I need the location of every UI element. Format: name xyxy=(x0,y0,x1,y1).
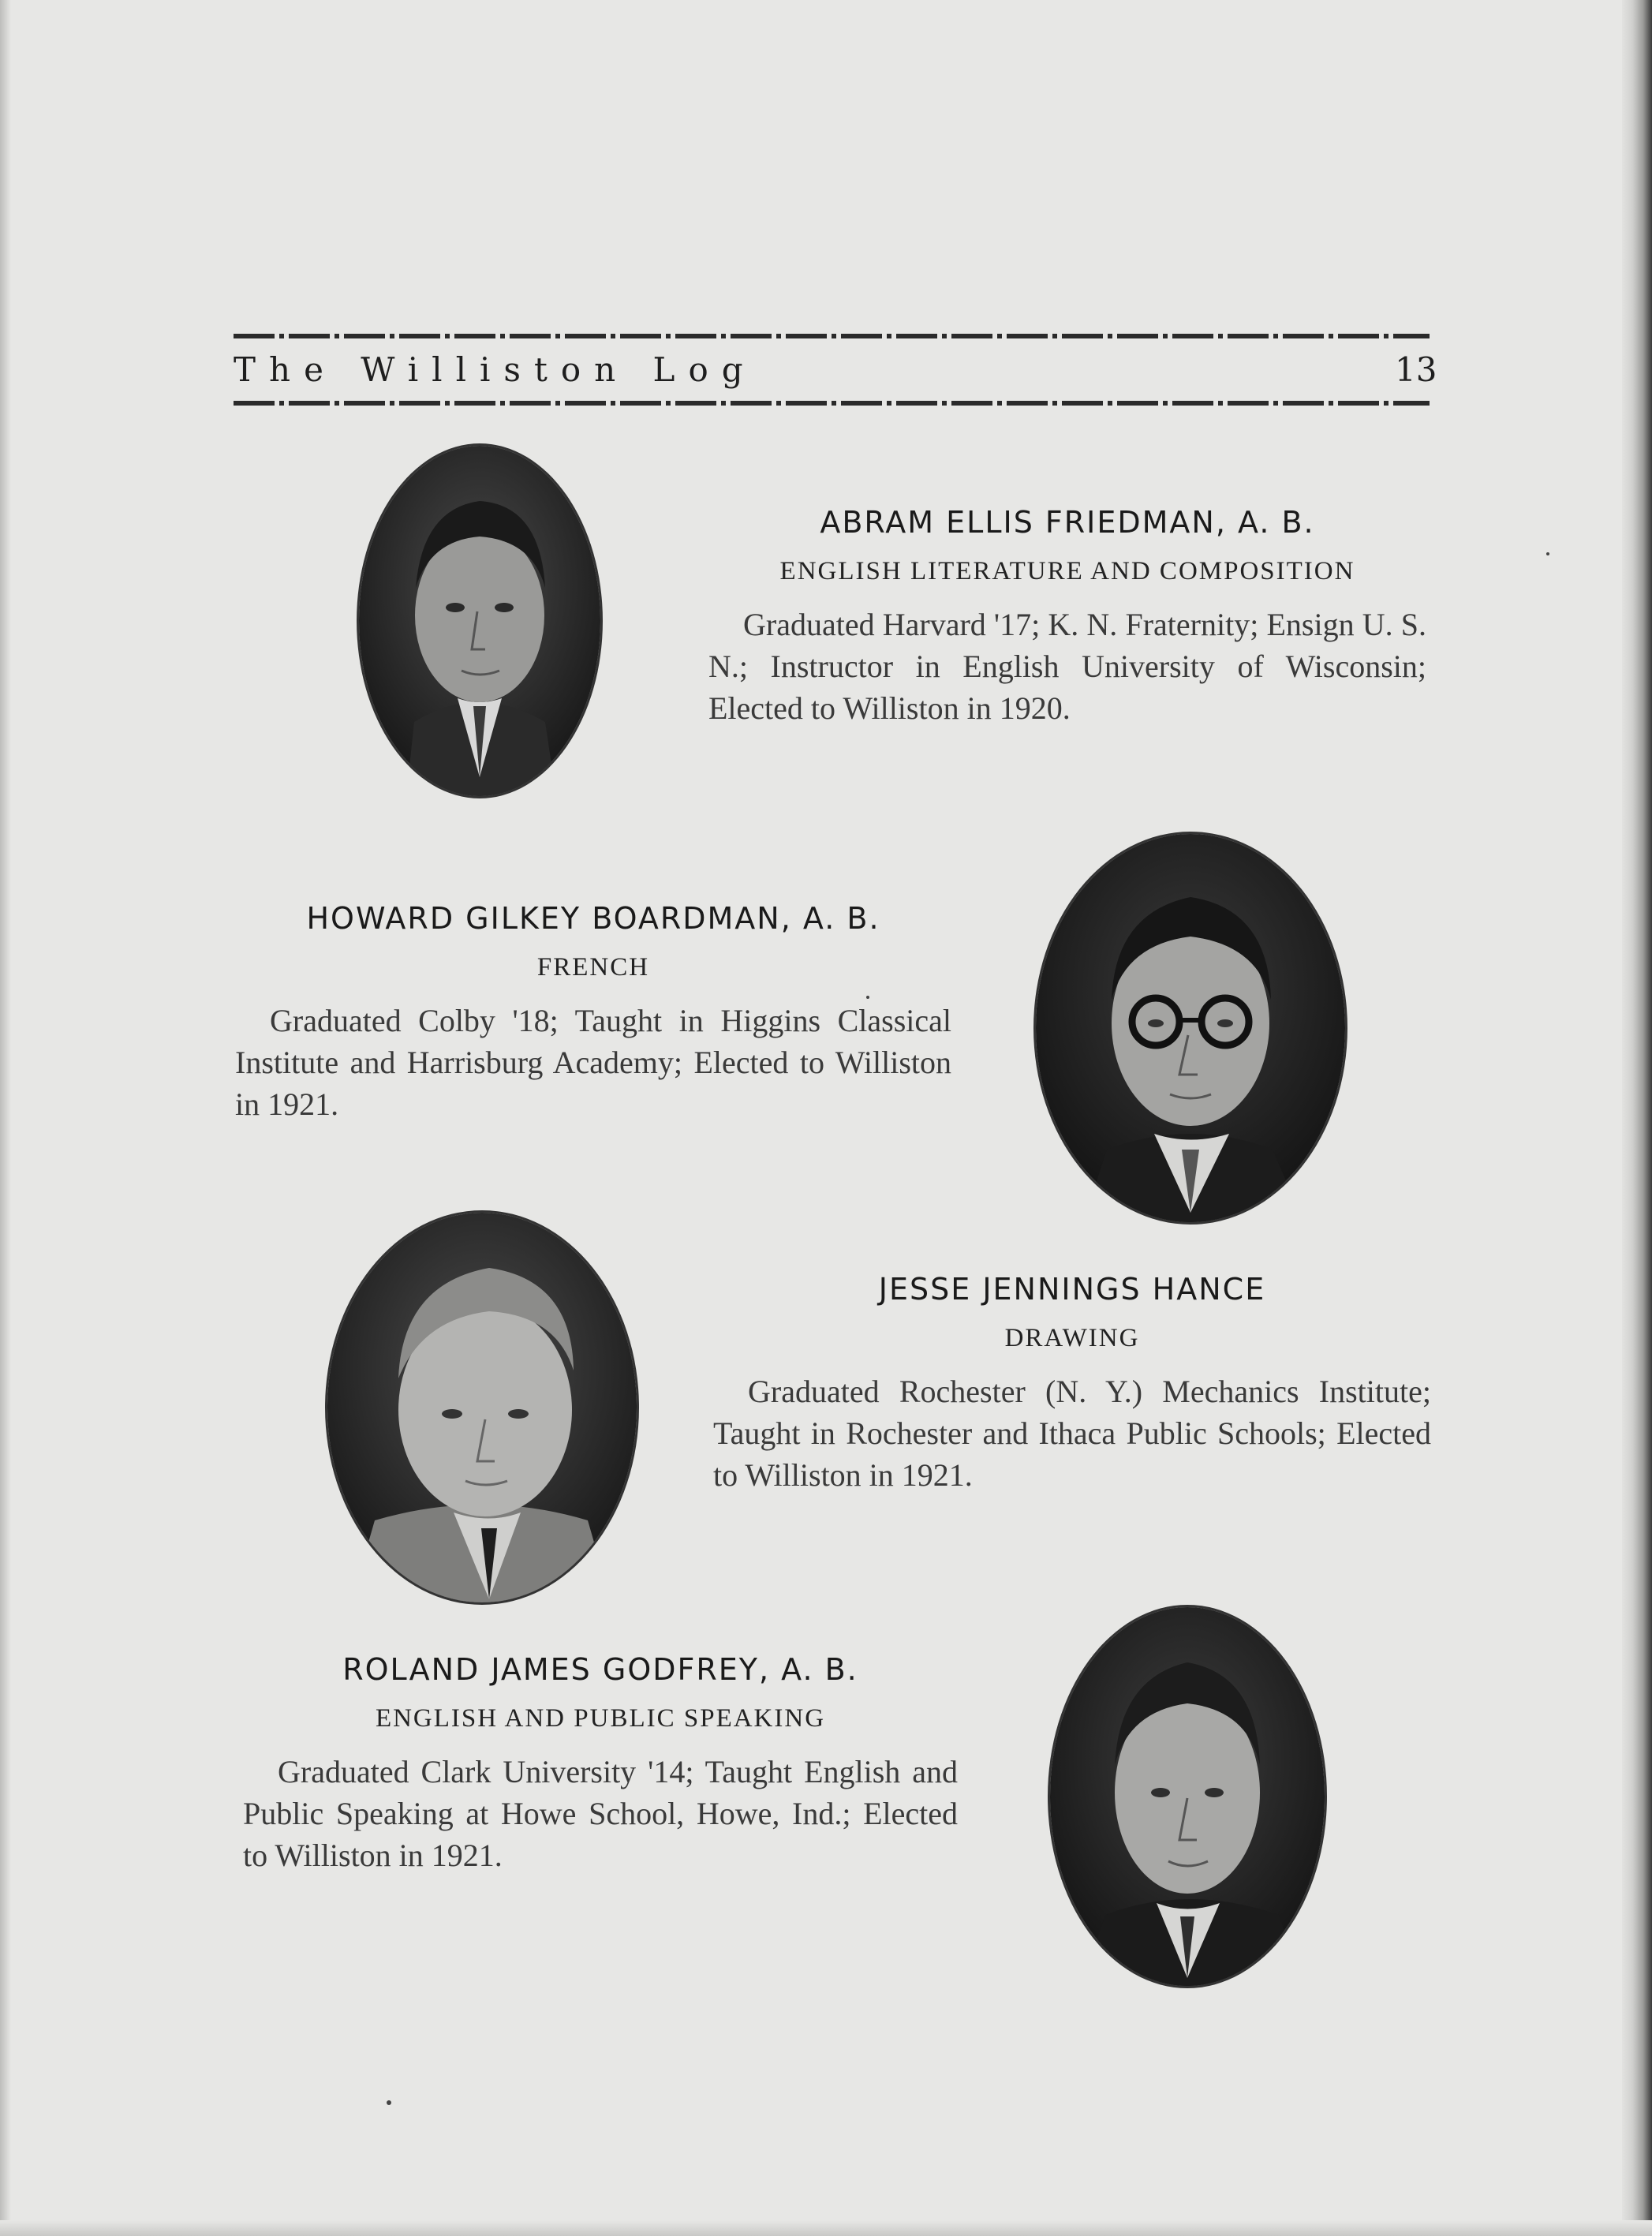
portrait-godfrey-image xyxy=(1050,1607,1325,1986)
header-rule-bottom xyxy=(234,401,1430,406)
entry-boardman xyxy=(235,901,951,1125)
page-number: 13 xyxy=(1395,350,1437,389)
entry-subject: ENGLISH LITERATURE AND COMPOSITION xyxy=(779,557,1355,585)
portrait-friedman xyxy=(357,443,603,798)
header-rule-top xyxy=(234,334,1430,338)
scan-speck xyxy=(1546,552,1549,555)
entry-bio: Graduated Colby '18; Taught in Higgins Classical Institute and Harrisburg Academy; Elected to Williston in 1921. xyxy=(235,1003,951,1122)
scan-speck xyxy=(387,2100,391,2105)
entry-subject: ENGLISH AND PUBLIC SPEAKING xyxy=(375,1704,826,1733)
portrait-hance xyxy=(325,1210,639,1605)
entry-name: ROLAND JAMES GODFREY, A. B. xyxy=(342,1652,858,1687)
page-right-edge xyxy=(1622,0,1652,2236)
entry-name: HOWARD GILKEY BOARDMAN, A. B. xyxy=(306,901,880,936)
portrait-boardman-image xyxy=(1036,834,1345,1222)
portrait-boardman xyxy=(1033,832,1347,1225)
entry-subject: FRENCH xyxy=(536,953,650,982)
entry-name: ABRAM ELLIS FRIEDMAN, A. B. xyxy=(820,505,1315,540)
portrait-friedman-image xyxy=(359,446,600,796)
entry-friedman xyxy=(708,505,1426,729)
entry-name: JESSE JENNINGS HANCE xyxy=(878,1272,1266,1307)
entry-hance xyxy=(713,1272,1431,1496)
page-left-edge xyxy=(0,0,11,2236)
entry-bio: Graduated Clark University '14; Taught English and Public Speaking at Howe School, Howe, Ind.; Elected to Williston in 1921. xyxy=(243,1754,958,1873)
entry-bio: Graduated Rochester (N. Y.) Mechanics Institute; Taught in Rochester and Ithaca Public Schools; Elected to Williston in 1921. xyxy=(713,1374,1431,1493)
entry-godfrey xyxy=(243,1652,958,1876)
portrait-godfrey xyxy=(1048,1605,1327,1988)
scan-speck xyxy=(866,996,869,999)
entry-bio: Graduated Harvard '17; K. N. Fraternity; Ensign U. S. N.; Instructor in English University of Wisconsin; Elected to Williston in 1920. xyxy=(708,607,1426,726)
page-bottom-edge xyxy=(0,2220,1652,2236)
running-header-title: The Williston Log xyxy=(234,350,757,389)
entry-subject: DRAWING xyxy=(1004,1324,1140,1352)
portrait-hance-image xyxy=(327,1213,637,1602)
